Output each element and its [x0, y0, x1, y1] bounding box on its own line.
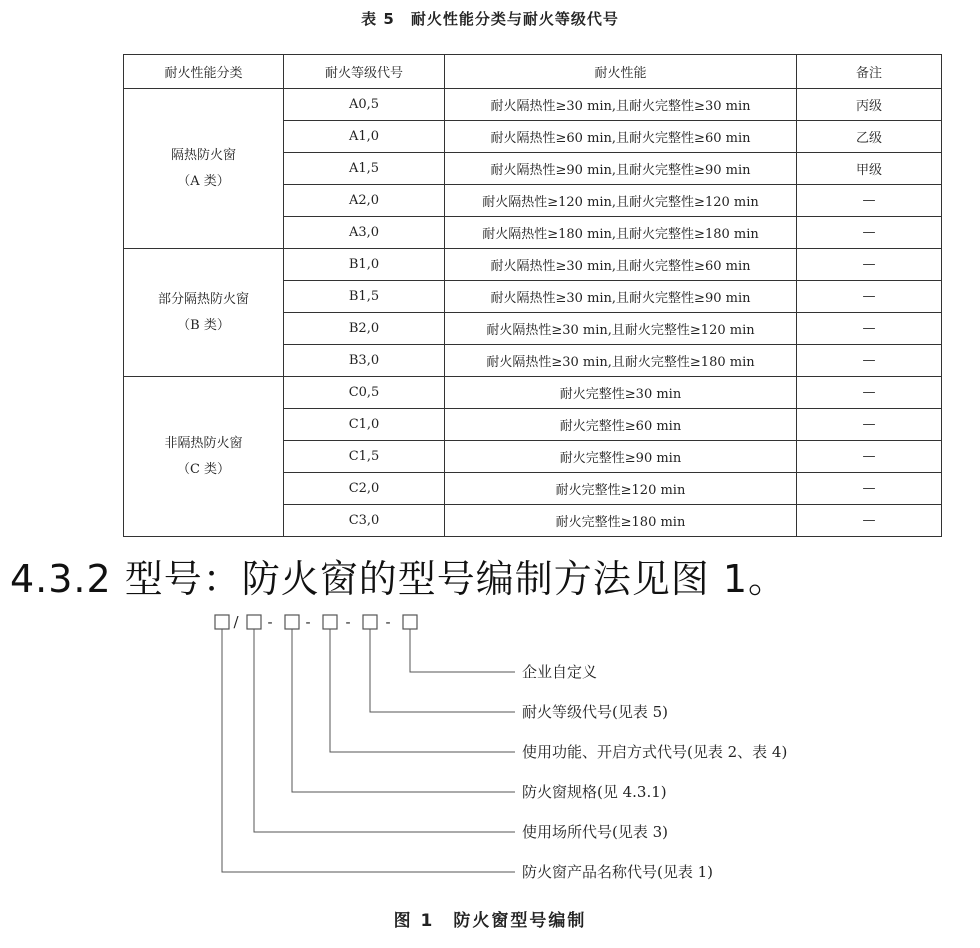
category-class: （C 类） — [176, 461, 231, 477]
category-cell — [124, 89, 284, 249]
code-placeholder-box — [285, 615, 299, 629]
leader-line — [222, 629, 515, 872]
note-cell: — — [797, 409, 942, 441]
model-code-diagram — [0, 600, 980, 900]
note-cell: — — [797, 505, 942, 537]
figure-caption: 图 1 防火窗型号编制 — [393, 911, 587, 931]
table-row — [124, 249, 942, 281]
performance-cell: 耐火完整性≥180 min — [445, 505, 797, 537]
code-placeholder-box — [363, 615, 377, 629]
leader-line — [370, 629, 515, 712]
note-cell: — — [797, 185, 942, 217]
table-row — [124, 377, 942, 409]
separator: - — [345, 613, 351, 631]
performance-cell: 耐火完整性≥120 min — [445, 473, 797, 505]
table-row — [124, 89, 942, 121]
code-label: 企业自定义 — [522, 663, 598, 681]
grade-code-cell: C1,0 — [284, 409, 445, 441]
note-cell: — — [797, 217, 942, 249]
note-cell: — — [797, 345, 942, 377]
performance-cell: 耐火隔热性≥120 min,且耐火完整性≥120 min — [445, 185, 797, 217]
note-cell: 丙级 — [797, 89, 942, 121]
category-class: （A 类） — [177, 173, 230, 189]
code-placeholder-box — [323, 615, 337, 629]
category-cell — [124, 377, 284, 537]
code-label: 防火窗规格(见 4.3.1) — [522, 783, 667, 801]
table-body — [124, 89, 942, 537]
category-name: 隔热防火窗 — [170, 147, 236, 163]
note-cell: — — [797, 441, 942, 473]
header-performance: 耐火性能 — [445, 55, 797, 89]
fire-resistance-table — [123, 54, 942, 537]
grade-code-cell: C0,5 — [284, 377, 445, 409]
performance-cell: 耐火隔热性≥30 min,且耐火完整性≥90 min — [445, 281, 797, 313]
grade-code-cell: B1,0 — [284, 249, 445, 281]
grade-code-cell: A0,5 — [284, 89, 445, 121]
performance-cell: 耐火隔热性≥30 min,且耐火完整性≥60 min — [445, 249, 797, 281]
category-name: 部分隔热防火窗 — [157, 291, 249, 307]
performance-cell: 耐火隔热性≥30 min,且耐火完整性≥30 min — [445, 89, 797, 121]
separator: / — [233, 613, 239, 631]
grade-code-cell: C3,0 — [284, 505, 445, 537]
performance-cell: 耐火完整性≥60 min — [445, 409, 797, 441]
category-cell — [124, 249, 284, 377]
performance-cell: 耐火隔热性≥30 min,且耐火完整性≥120 min — [445, 313, 797, 345]
code-placeholder-box — [215, 615, 229, 629]
grade-code-cell: A2,0 — [284, 185, 445, 217]
separator: - — [385, 613, 391, 631]
category-name: 非隔热防火窗 — [164, 435, 243, 451]
performance-cell: 耐火隔热性≥180 min,且耐火完整性≥180 min — [445, 217, 797, 249]
note-cell: — — [797, 473, 942, 505]
section-heading: 4.3.2 型号：防火窗的型号编制方法见图 1。 — [10, 557, 788, 601]
note-cell: 乙级 — [797, 121, 942, 153]
header-code: 耐火等级代号 — [284, 55, 445, 89]
grade-code-cell: B1,5 — [284, 281, 445, 313]
performance-cell: 耐火隔热性≥60 min,且耐火完整性≥60 min — [445, 121, 797, 153]
header-category: 耐火性能分类 — [124, 55, 284, 89]
note-cell: — — [797, 281, 942, 313]
separator: - — [305, 613, 311, 631]
header-note: 备注 — [797, 55, 942, 89]
performance-cell: 耐火完整性≥30 min — [445, 377, 797, 409]
code-placeholder-box — [403, 615, 417, 629]
code-placeholder-box — [247, 615, 261, 629]
note-cell: — — [797, 249, 942, 281]
note-cell: — — [797, 377, 942, 409]
note-cell: 甲级 — [797, 153, 942, 185]
grade-code-cell: A1,5 — [284, 153, 445, 185]
category-class: （B 类） — [177, 317, 230, 333]
grade-code-cell: B3,0 — [284, 345, 445, 377]
performance-cell: 耐火隔热性≥30 min,且耐火完整性≥180 min — [445, 345, 797, 377]
code-label: 防火窗产品名称代号(见表 1) — [522, 863, 714, 881]
code-label: 使用场所代号(见表 3) — [522, 823, 669, 841]
leader-line — [410, 629, 515, 672]
leader-line — [330, 629, 515, 752]
note-cell: — — [797, 313, 942, 345]
code-label: 耐火等级代号(见表 5) — [522, 703, 669, 721]
grade-code-cell: A3,0 — [284, 217, 445, 249]
grade-code-cell: C1,5 — [284, 441, 445, 473]
code-label: 使用功能、开启方式代号(见表 2、表 4) — [522, 743, 788, 761]
grade-code-cell: A1,0 — [284, 121, 445, 153]
leader-line — [292, 629, 515, 792]
performance-cell: 耐火完整性≥90 min — [445, 441, 797, 473]
performance-cell: 耐火隔热性≥90 min,且耐火完整性≥90 min — [445, 153, 797, 185]
grade-code-cell: C2,0 — [284, 473, 445, 505]
table-caption: 表 5 耐火性能分类与耐火等级代号 — [361, 10, 619, 28]
grade-code-cell: B2,0 — [284, 313, 445, 345]
table-header-row — [124, 55, 942, 89]
separator: - — [267, 613, 273, 631]
leader-line — [254, 629, 515, 832]
